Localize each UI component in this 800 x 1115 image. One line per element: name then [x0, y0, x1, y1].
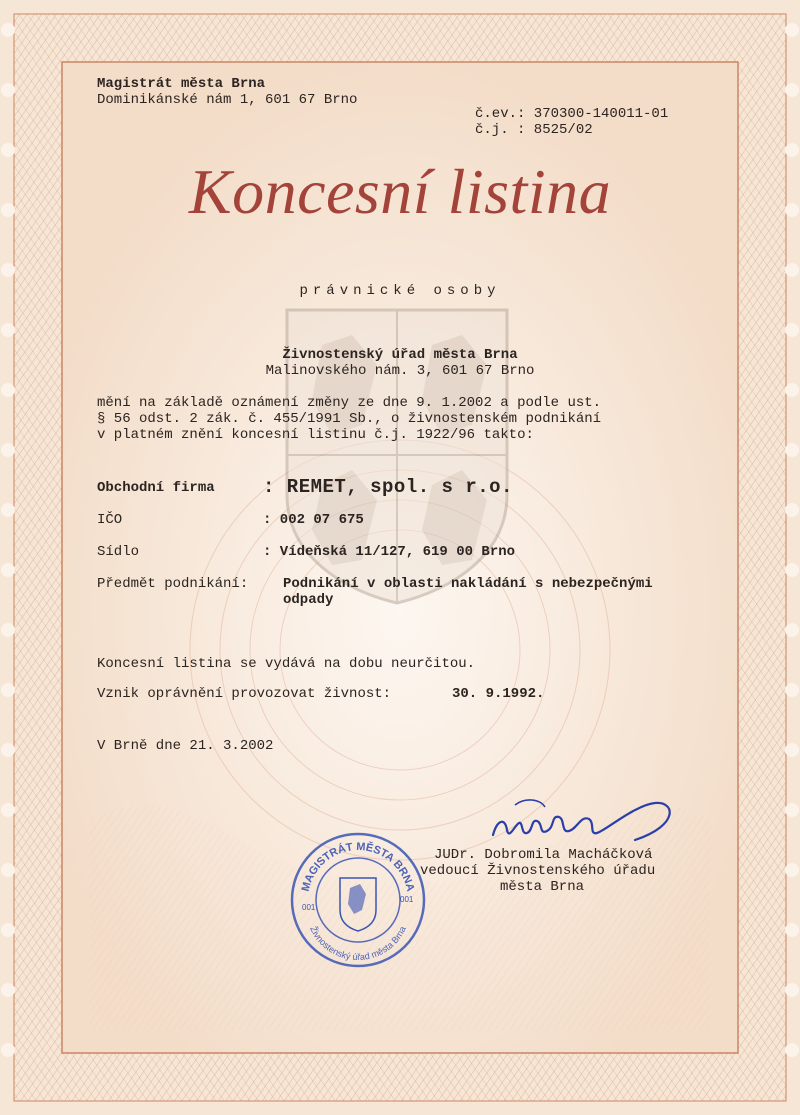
issuer-address: Dominikánské nám 1, 601 67 Brno	[97, 92, 358, 108]
svg-text:Živnostenský úřad města Brna: Živnostenský úřad města Brna	[308, 924, 408, 963]
document-subtitle: právnické osoby	[299, 283, 501, 299]
signatory-role-line-1: vedoucí Živnostenského úřadu	[420, 863, 656, 879]
intro-line-2: § 56 odst. 2 zák. č. 455/1991 Sb., o živnostenském podnikání	[97, 411, 602, 427]
ico-label: IČO	[97, 512, 123, 528]
official-stamp	[288, 830, 428, 970]
reference-cj: č.j. : 8525/02	[475, 122, 593, 138]
firm-label: Obchodní firma	[97, 480, 215, 496]
signatory-role-line-2: města Brna	[500, 879, 585, 895]
origin-label: Vznik oprávnění provozovat živnost:	[97, 686, 392, 702]
intro-line-1: mění na základě oznámení změny ze dne 9. 1.2002 a podle ust.	[97, 395, 602, 411]
subject-value-line-1: Podnikání v oblasti nakládání s nebezpečnými	[283, 576, 653, 592]
origin-date: 30. 9.1992.	[452, 686, 545, 702]
validity-text: Koncesní listina se vydává na dobu neurčitou.	[97, 656, 476, 672]
handwritten-signature	[485, 795, 685, 855]
document-title: Koncesní listina	[188, 156, 612, 227]
intro-line-3: v platném znění koncesní listinu č.j. 1922/96 takto:	[97, 427, 534, 443]
seat-value: : Vídeňská 11/127, 619 00 Brno	[263, 544, 516, 560]
svg-text:001: 001	[302, 903, 316, 912]
office-address: Malinovského nám. 3, 601 67 Brno	[265, 363, 535, 379]
seat-label: Sídlo	[97, 544, 140, 560]
place-date: V Brně dne 21. 3.2002	[97, 738, 274, 754]
subject-value-line-2: odpady	[283, 592, 334, 608]
svg-text:001: 001	[400, 895, 414, 904]
subject-label: Předmět podnikání:	[97, 576, 249, 592]
svg-text:MAGISTRÁT MĚSTA BRNA: MAGISTRÁT MĚSTA BRNA	[299, 840, 417, 893]
reference-cev: č.ev.: 370300-140011-01	[475, 106, 669, 122]
ico-value: : 002 07 675	[263, 512, 364, 528]
office-name: Živnostenský úřad města Brna	[282, 347, 518, 363]
firm-value: : REMET, spol. s r.o.	[263, 476, 513, 498]
issuer-name: Magistrát města Brna	[97, 76, 266, 92]
signatory-name: JUDr. Dobromila Macháčková	[434, 847, 653, 863]
